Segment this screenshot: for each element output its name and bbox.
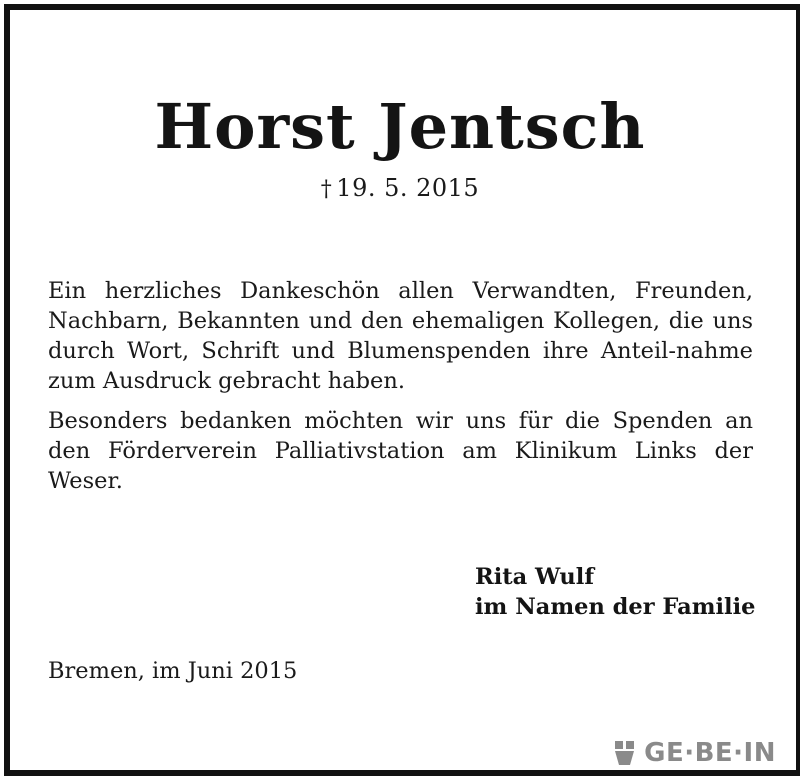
ge-be-in-logo-icon xyxy=(612,739,638,767)
signature-block xyxy=(475,562,755,622)
thanks-paragraph: Ein herzliches Dankeschön allen Verwandten, Freunden, Nachbarn, Bekannten und den ehemaligen Kollegen, die uns durch Wort, Schrift und Blumenspenden ihre Anteil-nahme zum Ausdruck gebracht haben. xyxy=(48,278,753,394)
cross-symbol: † xyxy=(320,177,333,202)
place-and-date: Bremen, im Juni 2015 xyxy=(48,658,298,684)
ge-be-in-logo xyxy=(608,736,780,770)
donation-paragraph: Besonders bedanken möchten wir uns für die Spenden an den Förderverein Palliativstation am Klinikum Links der Weser. xyxy=(48,408,753,494)
signature-family: im Namen der Familie xyxy=(475,594,756,620)
logo-text: GE·BE·IN xyxy=(644,738,776,768)
signature-name: Rita Wulf xyxy=(475,564,594,590)
death-date-line xyxy=(0,174,800,202)
deceased-name: Horst Jentsch xyxy=(154,90,646,163)
death-date: 19. 5. 2015 xyxy=(336,174,480,202)
